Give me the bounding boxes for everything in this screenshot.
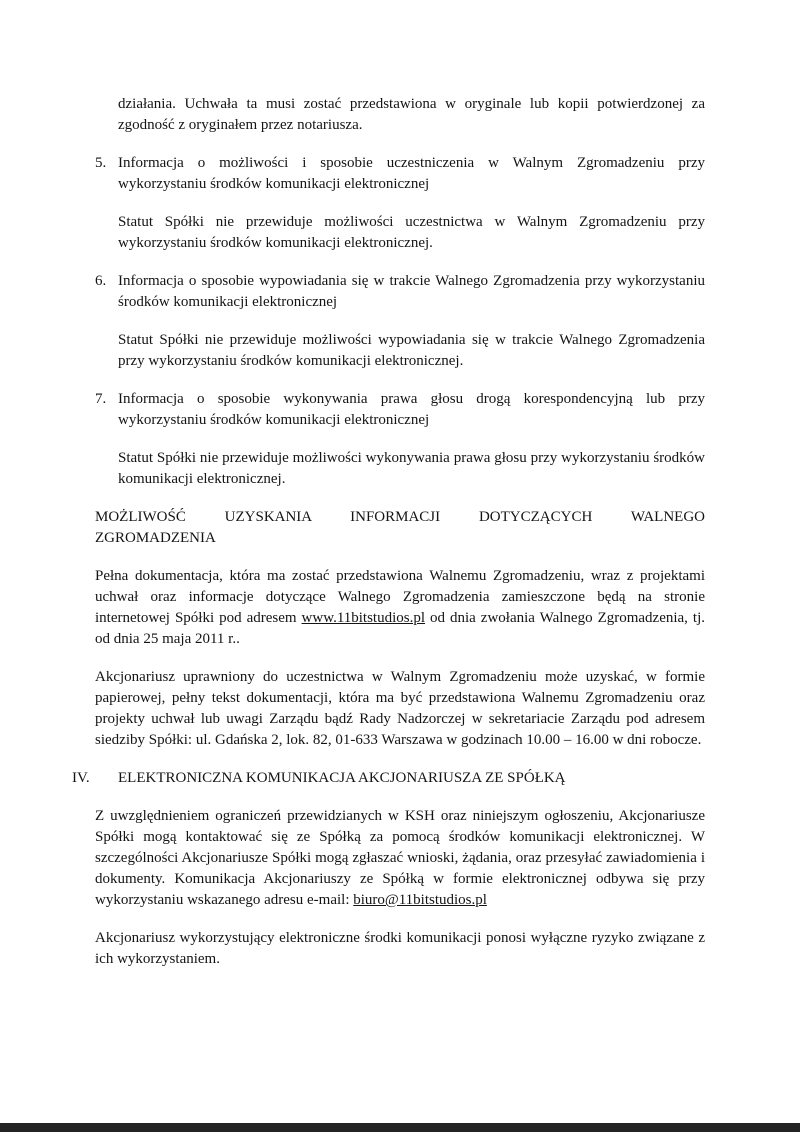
list-item-5 [95,153,705,195]
section-heading-info [95,507,705,549]
list-item-title: Informacja o możliwości i sposobie uczestniczenia w Walnym Zgromadzeniu przy wykorzystaniu środków komunikacji elektronicznej [118,155,705,192]
list-item-body: Statut Spółki nie przewiduje możliwości wypowiadania się w trakcie Walnego Zgromadzenia przy wykorzystaniu środków komunikacji elektronicznej. [118,332,705,369]
shareholder-access-paragraph: Akcjonariusz uprawniony do uczestnictwa w Walnym Zgromadzeniu może uzyskać, w formie papierowej, pełny tekst dokumentacji, która ma być przedstawiona Walnemu Zgromadzeniu oraz projekty uchwał lub uwagi Zarządu bądź Rady Nadzorczej w sekretariacie Zarządu pod adresem siedziby Spółki: ul. Gdańska 2, lok. 82, 01-633 Warszawa w godzinach 10.00 – 16.00 w dni robocze. [95,669,705,748]
section-number: IV. [72,770,90,786]
section-iv-heading [72,768,705,789]
list-item-number: 5. [95,155,107,171]
paragraph-text: od dnia zwołania Walnego Zgromadzenia, tj. od dnia 25 maja 2011 r.. [95,610,706,647]
list-item-7 [95,389,705,431]
section-title: ELEKTRONICZNA KOMUNIKACJA AKCJONARIUSZA ZE SPÓŁKĄ [118,770,566,786]
section-heading-line1: MOŻLIWOŚĆ UZYSKANIA INFORMACJI DOTYCZĄCYCH WALNEGO [95,509,705,525]
list-item-title: Informacja o sposobie wykonywania prawa głosu drogą korespondencyjną lub przy wykorzystaniu środków komunikacji elektronicznej [118,391,705,428]
risk-paragraph: Akcjonariusz wykorzystujący elektroniczne środki komunikacji ponosi wyłączne ryzyko związane z ich wykorzystaniem. [95,930,705,967]
website-link[interactable]: www.11bitstudios.pl [301,610,426,626]
list-item-body: Statut Spółki nie przewiduje możliwości wykonywania prawa głosu przy wykorzystaniu środków komunikacji elektronicznej. [118,450,705,487]
list-item-6 [95,271,705,313]
section-heading-line2: ZGROMADZENIA [95,530,216,546]
paragraph-text: Pełna dokumentacja, która ma zostać przedstawiona Walnemu Zgromadzeniu, wraz z projektami uchwał oraz informacje dotyczące Walnego Zgromadzenia zamieszczone będą na stronie internetowej Spółki pod adresem [95,568,705,626]
documentation-paragraph [95,566,705,650]
continuation-paragraph: działania. Uchwała ta musi zostać przedstawiona w oryginale lub kopii potwierdzonej za zgodność z oryginałem przez notariusza. [118,96,705,133]
list-item-number: 7. [95,391,107,407]
paragraph-text: Z uwzględnieniem ograniczeń przewidzianych w KSH oraz niniejszym ogłoszeniu, Akcjonariusze Spółki mogą kontaktować się ze Spółką za pomocą środków komunikacji elektronicznej. W szczególności Akcjonariusze Spółki mogą zgłaszać wnioski, żądania, oraz przesyłać zawiadomienia i dokumenty. Komunikacja Akcjonariuszy ze Spółką w formie elektronicznej odbywa się przy wykorzystaniu wskazanego adresu e-mail: [95,808,705,908]
list-item-title: Informacja o sposobie wypowiadania się w trakcie Walnego Zgromadzenia przy wykorzystaniu środków komunikacji elektronicznej [118,273,705,310]
email-link[interactable]: biuro@11bitstudios.pl [353,892,487,908]
list-item-body: Statut Spółki nie przewiduje możliwości uczestnictwa w Walnym Zgromadzeniu przy wykorzystaniu środków komunikacji elektronicznej. [118,214,705,251]
list-item-number: 6. [95,273,107,289]
bottom-dark-bar [0,1123,800,1132]
electronic-communication-paragraph [95,806,705,911]
